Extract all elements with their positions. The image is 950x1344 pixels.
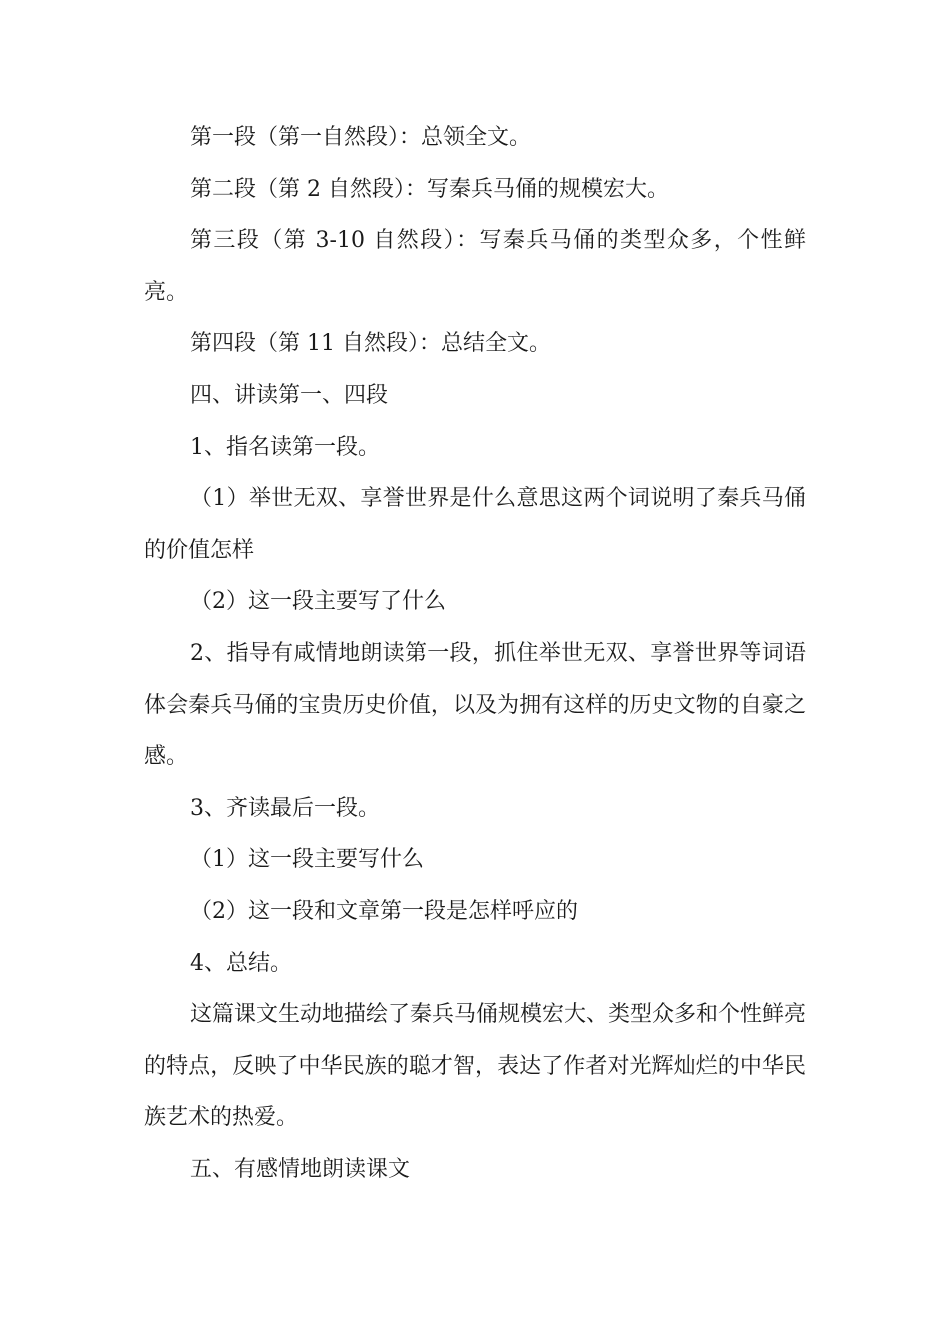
list-item-2: 2、指导有咸情地朗读第一段，抓住举世无双、享誉世界等词语体会秦兵马俑的宝贵历史价值，以及为拥有这样的历史文物的自豪之感。 — [144, 640, 806, 770]
sub-item-3-2: （2）这一段和文章第一段是怎样呼应的 — [190, 898, 578, 924]
sub-item-3-1: （1）这一段主要写什么 — [190, 847, 424, 873]
document-body — [144, 112, 806, 1195]
paragraph-section-two: 第二段（第 2 自然段）：写秦兵马俑的规模宏大。 — [190, 176, 669, 202]
list-item-3: 3、齐读最后一段。 — [190, 795, 380, 821]
list-item-1: 1、指名读第一段。 — [190, 434, 380, 460]
sub-item-1-1: （1）举世无双、享誉世界是什么意思这两个词说明了秦兵马俑的价值怎样 — [144, 486, 806, 563]
paragraph-section-three: 第三段（第 3-10 自然段）：写秦兵马俑的类型众多，个性鲜亮。 — [144, 228, 806, 305]
heading-step-four: 四、讲读第一、四段 — [190, 382, 389, 408]
heading-step-five: 五、有感情地朗读课文 — [190, 1156, 411, 1182]
paragraph-section-four: 第四段（第 11 自然段）：总结全文。 — [190, 331, 551, 357]
list-item-4: 4、总结。 — [190, 950, 292, 976]
summary-paragraph: 这篇课文生动地描绘了秦兵马俑规模宏大、类型众多和个性鲜亮的特点，反映了中华民族的聪才智，表达了作者对光辉灿烂的中华民族艺术的热爱。 — [144, 1002, 807, 1131]
sub-item-1-2: （2）这一段主要写了什么 — [190, 589, 446, 615]
paragraph-section-one: 第一段（第一自然段）：总领全文。 — [190, 125, 532, 150]
